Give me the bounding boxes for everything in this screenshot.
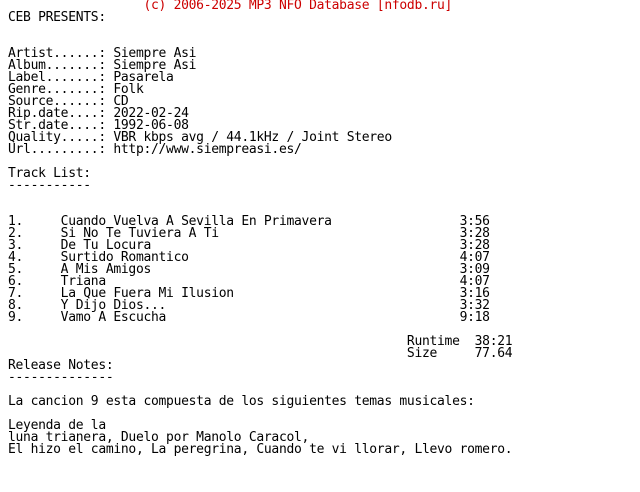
info-label: Label.......: Pasarela (8, 70, 174, 85)
blank-line (8, 24, 512, 36)
track-row-1: 1. Cuando Vuelva A Sevilla En Primavera 3:56 (8, 214, 490, 229)
track-row-8: 8. Y Dijo Dios... 3:32 (8, 298, 490, 313)
release-notes-heading: Release Notes: (8, 358, 114, 373)
info-url: Url.........: http://www.siempreasi.es/ (8, 142, 302, 157)
release-note-line: La cancion 9 esta compuesta de los siguientes temas musicales: (8, 394, 475, 409)
size-line: Size 77.64 (8, 346, 513, 361)
release-note-line: luna trianera, Duelo por Manolo Caracol, (8, 430, 310, 445)
tracklist-heading: Track List: (8, 166, 91, 181)
tracklist-rule: ----------- (8, 178, 91, 193)
track-row-7: 7. La Que Fuera Mi Ilusion 3:16 (8, 286, 490, 301)
track-row-2: 2. Si No Te Tuviera A Ti 3:28 (8, 226, 490, 241)
presents-line: CEB PRESENTS: (8, 10, 106, 25)
info-quality: Quality.....: VBR kbps avg / 44.1kHz / Joint Stereo (8, 130, 392, 145)
track-row-5: 5. A Mis Amigos 3:09 (8, 262, 490, 277)
nfo-document (8, 0, 512, 456)
release-note-line: El hizo el camino, La peregrina, Cuando te vi llorar, Llevo romero. (8, 442, 513, 457)
info-album: Album.......: Siempre Asi (8, 58, 197, 73)
info-str-date: Str.date....: 1992-06-08 (8, 118, 189, 133)
info-rip-date: Rip.date....: 2022-02-24 (8, 106, 189, 121)
blank-line (8, 192, 512, 204)
runtime-line: Runtime 38:21 (8, 334, 513, 349)
info-source: Source......: CD (8, 94, 129, 109)
track-row-9: 9. Vamo A Escucha 9:18 (8, 310, 490, 325)
track-row-3: 3. De Tu Locura 3:28 (8, 238, 490, 253)
track-row-4: 4. Surtido Romantico 4:07 (8, 250, 490, 265)
info-genre: Genre.......: Folk (8, 82, 144, 97)
release-note-line: Leyenda de la (8, 418, 106, 433)
nfo-database-banner: (c) 2006-2025 MP3 NFO Database [nfodb.ru] (8, 0, 453, 13)
release-notes-rule: -------------- (8, 370, 114, 385)
track-row-6: 6. Triana 4:07 (8, 274, 490, 289)
info-artist: Artist......: Siempre Asi (8, 46, 197, 61)
